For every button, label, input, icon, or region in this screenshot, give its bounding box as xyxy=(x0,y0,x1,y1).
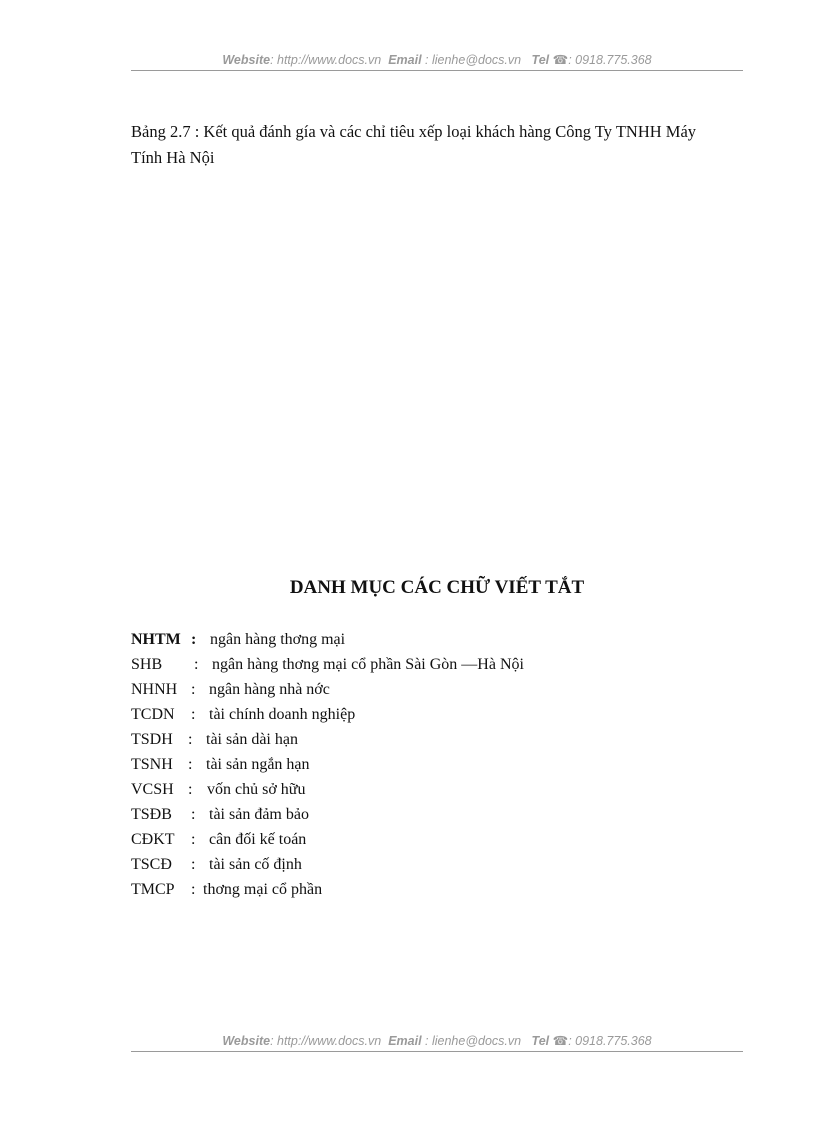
list-item xyxy=(131,852,743,877)
separator: : xyxy=(191,681,196,698)
separator: : xyxy=(191,806,196,823)
abbreviation: NHTM xyxy=(131,631,181,648)
abbreviation: TCDN xyxy=(131,706,175,723)
abbreviation: CĐKT xyxy=(131,831,175,848)
separator: : xyxy=(188,756,193,773)
definition: ngân hàng thơng mại cổ phần Sài Gòn —Hà Nội xyxy=(212,656,524,673)
header-tel-value: : 0918.775.368 xyxy=(568,53,652,67)
separator: : xyxy=(188,781,193,798)
footer-tel-value: : 0918.775.368 xyxy=(568,1034,652,1048)
header-website-value: : http://www.docs.vn xyxy=(270,53,382,67)
definition: tài sản ngắn hạn xyxy=(206,756,310,773)
footer-website-value: : http://www.docs.vn xyxy=(270,1034,382,1048)
page-header xyxy=(131,52,743,72)
footer-website-label: Website xyxy=(222,1034,271,1048)
definition: tài sản đảm bảo xyxy=(209,806,309,823)
header-email-value: : lienhe@docs.vn xyxy=(425,53,522,67)
separator: : xyxy=(188,731,193,748)
separator: : xyxy=(191,856,196,873)
list-item xyxy=(131,627,743,652)
definition: thơng mại cổ phần xyxy=(203,881,323,898)
phone-icon: ☎ xyxy=(552,1034,569,1048)
table-caption xyxy=(131,119,743,171)
list-item xyxy=(131,702,743,727)
list-item xyxy=(131,827,743,852)
abbreviation: TSNH xyxy=(131,756,173,773)
header-rule xyxy=(131,70,743,71)
separator: : xyxy=(191,881,196,898)
list-item xyxy=(131,777,743,802)
abbreviation: VCSH xyxy=(131,781,174,798)
phone-icon: ☎ xyxy=(552,53,569,67)
header-website-label: Website xyxy=(222,53,271,67)
table-caption-line-2: Tính Hà Nội xyxy=(131,148,215,167)
list-item xyxy=(131,652,743,677)
separator: : xyxy=(191,706,196,723)
abbreviation: SHB xyxy=(131,656,163,673)
definition: tài sản cố định xyxy=(209,856,302,873)
abbreviation: TMCP xyxy=(131,881,175,898)
separator: : xyxy=(194,656,199,673)
definition: tài chính doanh nghiệp xyxy=(209,706,356,723)
table-caption-line-1: Bảng 2.7 : Kết quả đánh gía và các chỉ tiêu xếp loại khách hàng Công Ty TNHH Máy xyxy=(131,122,697,141)
list-item xyxy=(131,677,743,702)
definition: cân đối kế toán xyxy=(209,831,307,848)
page-footer xyxy=(131,1033,743,1053)
definition: ngân hàng thơng mại xyxy=(210,631,346,648)
header-tel-label: Tel xyxy=(531,53,550,67)
header-email-label: Email xyxy=(388,53,422,67)
definition: ngân hàng nhà nớc xyxy=(209,681,330,698)
footer-email-value: : lienhe@docs.vn xyxy=(425,1034,522,1048)
list-item xyxy=(131,727,743,752)
abbreviation-list xyxy=(131,627,743,902)
abbreviation: TSĐB xyxy=(131,806,172,823)
abbreviation: TSCĐ xyxy=(131,856,172,873)
footer-rule xyxy=(131,1051,743,1052)
separator: : xyxy=(191,631,197,648)
list-item xyxy=(131,802,743,827)
abbreviation: NHNH xyxy=(131,681,178,698)
list-item xyxy=(131,877,743,902)
list-item xyxy=(131,752,743,777)
separator: : xyxy=(191,831,196,848)
definition: vốn chủ sở hữu xyxy=(207,781,306,798)
definition: tài sản dài hạn xyxy=(206,731,298,748)
section-title: DANH MỤC CÁC CHỮ VIẾT TẮT xyxy=(289,577,585,598)
footer-email-label: Email xyxy=(388,1034,422,1048)
abbreviation: TSDH xyxy=(131,731,173,748)
footer-tel-label: Tel xyxy=(531,1034,550,1048)
